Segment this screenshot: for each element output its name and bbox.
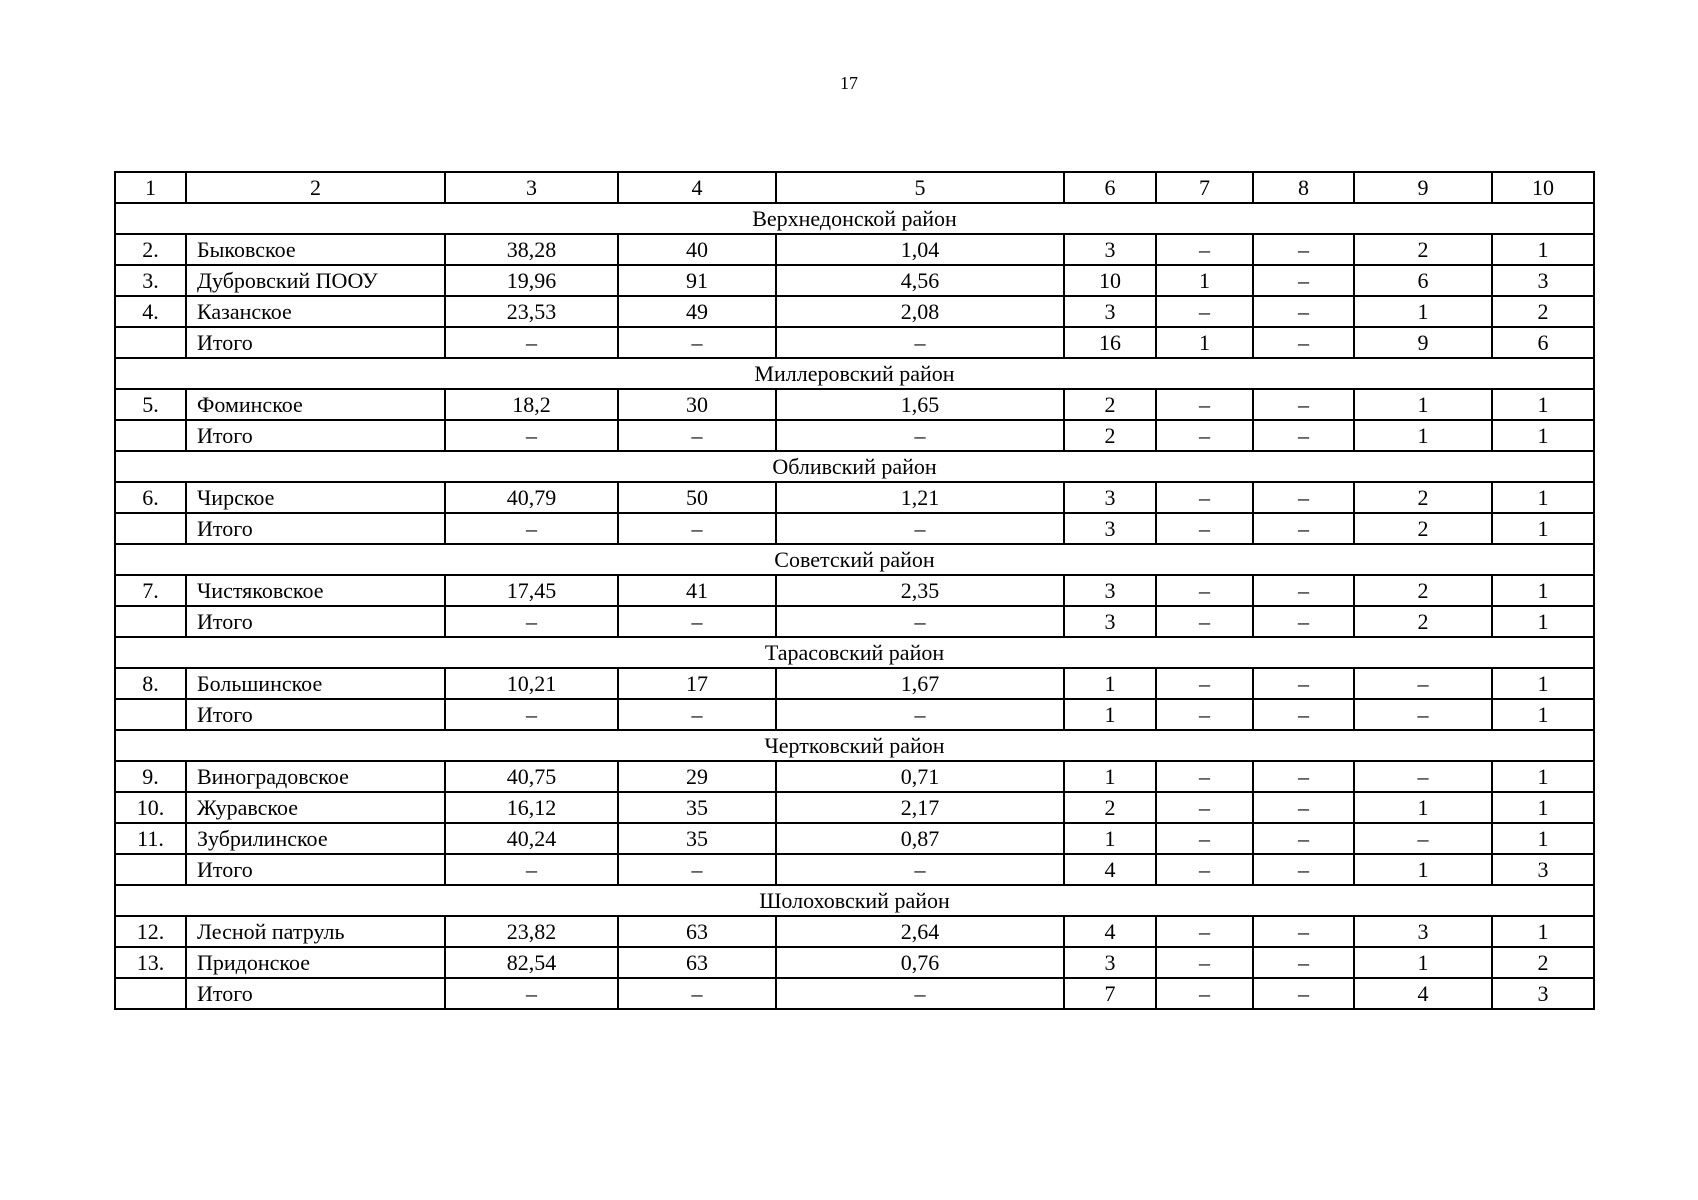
row-number-cell	[115, 854, 186, 885]
value-cell: –	[1253, 234, 1354, 265]
value-cell: 2	[1354, 575, 1492, 606]
value-cell: –	[618, 606, 776, 637]
value-cell: 9	[1354, 327, 1492, 358]
value-cell: 18,2	[445, 389, 618, 420]
header-cell: 10	[1492, 172, 1594, 203]
value-cell: 1	[1492, 234, 1594, 265]
value-cell: 50	[618, 482, 776, 513]
table-row	[115, 916, 1594, 947]
total-row	[115, 606, 1594, 637]
value-cell: 38,28	[445, 234, 618, 265]
value-cell: 3	[1064, 234, 1156, 265]
row-number-cell: 3.	[115, 265, 186, 296]
value-cell: 1	[1354, 854, 1492, 885]
value-cell: 3	[1064, 947, 1156, 978]
header-cell: 3	[445, 172, 618, 203]
header-cell: 9	[1354, 172, 1492, 203]
value-cell: 1	[1354, 389, 1492, 420]
value-cell: –	[1253, 761, 1354, 792]
table-row	[115, 575, 1594, 606]
value-cell: 1	[1064, 699, 1156, 730]
value-cell: –	[1253, 854, 1354, 885]
value-cell: –	[1253, 296, 1354, 327]
name-cell: Чирское	[186, 482, 445, 513]
value-cell: 2	[1354, 234, 1492, 265]
value-cell: –	[1253, 575, 1354, 606]
value-cell: –	[1253, 513, 1354, 544]
value-cell: 0,76	[776, 947, 1064, 978]
value-cell: –	[1253, 327, 1354, 358]
district-title: Тарасовский район	[115, 637, 1594, 668]
name-cell: Придонское	[186, 947, 445, 978]
value-cell: 91	[618, 265, 776, 296]
value-cell: –	[1253, 792, 1354, 823]
value-cell: –	[1253, 699, 1354, 730]
value-cell: 1	[1492, 389, 1594, 420]
value-cell: 0,71	[776, 761, 1064, 792]
value-cell: 1,67	[776, 668, 1064, 699]
value-cell: –	[1156, 823, 1253, 854]
value-cell: 29	[618, 761, 776, 792]
value-cell: –	[776, 978, 1064, 1009]
header-cell: 8	[1253, 172, 1354, 203]
value-cell: –	[1354, 761, 1492, 792]
value-cell: 63	[618, 947, 776, 978]
value-cell: 3	[1064, 296, 1156, 327]
value-cell: –	[618, 327, 776, 358]
value-cell: 19,96	[445, 265, 618, 296]
table-row	[115, 761, 1594, 792]
value-cell: 1	[1156, 265, 1253, 296]
value-cell: 1	[1492, 916, 1594, 947]
value-cell: –	[1156, 389, 1253, 420]
value-cell: 6	[1492, 327, 1594, 358]
district-title: Верхнедонской район	[115, 203, 1594, 234]
value-cell: 4	[1064, 916, 1156, 947]
value-cell: –	[445, 978, 618, 1009]
header-cell: 2	[186, 172, 445, 203]
header-cell: 7	[1156, 172, 1253, 203]
value-cell: –	[618, 420, 776, 451]
row-number-cell	[115, 327, 186, 358]
name-cell: Быковское	[186, 234, 445, 265]
district-title: Чертковский район	[115, 730, 1594, 761]
value-cell: –	[618, 854, 776, 885]
value-cell: –	[445, 420, 618, 451]
value-cell: –	[1156, 668, 1253, 699]
value-cell: 23,53	[445, 296, 618, 327]
table-row	[115, 947, 1594, 978]
value-cell: –	[1253, 823, 1354, 854]
total-row	[115, 699, 1594, 730]
name-cell: Итого	[186, 699, 445, 730]
value-cell: 10,21	[445, 668, 618, 699]
value-cell: 23,82	[445, 916, 618, 947]
value-cell: 1	[1492, 668, 1594, 699]
value-cell: 3	[1064, 513, 1156, 544]
value-cell: 1,65	[776, 389, 1064, 420]
value-cell: 1	[1354, 420, 1492, 451]
row-number-cell	[115, 699, 186, 730]
value-cell: –	[1156, 575, 1253, 606]
district-row	[115, 544, 1594, 575]
value-cell: 3	[1064, 482, 1156, 513]
value-cell: 40,24	[445, 823, 618, 854]
value-cell: –	[1253, 389, 1354, 420]
district-row	[115, 203, 1594, 234]
value-cell: 16	[1064, 327, 1156, 358]
value-cell: 40,79	[445, 482, 618, 513]
district-row	[115, 885, 1594, 916]
district-row	[115, 451, 1594, 482]
name-cell: Казанское	[186, 296, 445, 327]
value-cell: –	[1156, 699, 1253, 730]
row-number-cell	[115, 978, 186, 1009]
row-number-cell: 12.	[115, 916, 186, 947]
value-cell: –	[1354, 699, 1492, 730]
value-cell: 4	[1354, 978, 1492, 1009]
row-number-cell: 7.	[115, 575, 186, 606]
value-cell: –	[445, 854, 618, 885]
value-cell: –	[1156, 761, 1253, 792]
value-cell: –	[1253, 265, 1354, 296]
value-cell: 1	[1156, 327, 1253, 358]
value-cell: –	[445, 327, 618, 358]
total-row	[115, 420, 1594, 451]
value-cell: 40	[618, 234, 776, 265]
value-cell: –	[1253, 668, 1354, 699]
name-cell: Итого	[186, 606, 445, 637]
table-row	[115, 265, 1594, 296]
value-cell: 1	[1492, 823, 1594, 854]
table-row	[115, 482, 1594, 513]
value-cell: 3	[1354, 916, 1492, 947]
header-row	[115, 172, 1594, 203]
table-body	[115, 172, 1594, 1009]
value-cell: 1	[1492, 792, 1594, 823]
row-number-cell: 13.	[115, 947, 186, 978]
value-cell: 1,04	[776, 234, 1064, 265]
value-cell: –	[776, 699, 1064, 730]
value-cell: 3	[1492, 854, 1594, 885]
row-number-cell: 11.	[115, 823, 186, 854]
row-number-cell	[115, 513, 186, 544]
table-row	[115, 389, 1594, 420]
value-cell: 1	[1354, 792, 1492, 823]
name-cell: Фоминское	[186, 389, 445, 420]
value-cell: –	[1156, 978, 1253, 1009]
value-cell: 2,17	[776, 792, 1064, 823]
name-cell: Итого	[186, 327, 445, 358]
row-number-cell: 2.	[115, 234, 186, 265]
value-cell: 3	[1492, 978, 1594, 1009]
row-number-cell: 5.	[115, 389, 186, 420]
header-cell: 1	[115, 172, 186, 203]
value-cell: 0,87	[776, 823, 1064, 854]
value-cell: –	[1253, 947, 1354, 978]
table-row	[115, 296, 1594, 327]
name-cell: Итого	[186, 978, 445, 1009]
value-cell: 1	[1492, 513, 1594, 544]
value-cell: –	[1253, 420, 1354, 451]
value-cell: –	[445, 699, 618, 730]
value-cell: 82,54	[445, 947, 618, 978]
value-cell: –	[776, 513, 1064, 544]
value-cell: 1,21	[776, 482, 1064, 513]
value-cell: 2	[1354, 513, 1492, 544]
header-cell: 4	[618, 172, 776, 203]
row-number-cell	[115, 420, 186, 451]
value-cell: 17	[618, 668, 776, 699]
row-number-cell: 8.	[115, 668, 186, 699]
value-cell: 2	[1064, 792, 1156, 823]
value-cell: 2,08	[776, 296, 1064, 327]
value-cell: 2,64	[776, 916, 1064, 947]
value-cell: –	[445, 513, 618, 544]
value-cell: –	[1156, 482, 1253, 513]
total-row	[115, 854, 1594, 885]
value-cell: –	[1156, 854, 1253, 885]
value-cell: 10	[1064, 265, 1156, 296]
value-cell: –	[1156, 296, 1253, 327]
value-cell: 2	[1354, 606, 1492, 637]
value-cell: 2	[1064, 389, 1156, 420]
table-row	[115, 792, 1594, 823]
name-cell: Зубрилинское	[186, 823, 445, 854]
value-cell: 1	[1064, 761, 1156, 792]
name-cell: Лесной патруль	[186, 916, 445, 947]
value-cell: 1	[1492, 761, 1594, 792]
value-cell: –	[1253, 978, 1354, 1009]
name-cell: Итого	[186, 513, 445, 544]
value-cell: 4	[1064, 854, 1156, 885]
name-cell: Дубровский ПООУ	[186, 265, 445, 296]
value-cell: 63	[618, 916, 776, 947]
header-cell: 6	[1064, 172, 1156, 203]
value-cell: 1	[1354, 947, 1492, 978]
value-cell: –	[776, 420, 1064, 451]
value-cell: 16,12	[445, 792, 618, 823]
district-title: Шолоховский район	[115, 885, 1594, 916]
header-cell: 5	[776, 172, 1064, 203]
value-cell: –	[1253, 916, 1354, 947]
value-cell: 4,56	[776, 265, 1064, 296]
value-cell: 2	[1492, 947, 1594, 978]
table-row	[115, 234, 1594, 265]
value-cell: 35	[618, 792, 776, 823]
value-cell: –	[618, 699, 776, 730]
table-row	[115, 823, 1594, 854]
name-cell: Итого	[186, 420, 445, 451]
value-cell: –	[1354, 668, 1492, 699]
total-row	[115, 513, 1594, 544]
value-cell: –	[1253, 482, 1354, 513]
value-cell: 7	[1064, 978, 1156, 1009]
value-cell: 2	[1354, 482, 1492, 513]
value-cell: 30	[618, 389, 776, 420]
value-cell: –	[1354, 823, 1492, 854]
value-cell: –	[1156, 792, 1253, 823]
value-cell: –	[1156, 606, 1253, 637]
district-row	[115, 637, 1594, 668]
value-cell: 1	[1492, 420, 1594, 451]
value-cell: –	[618, 513, 776, 544]
value-cell: –	[1156, 947, 1253, 978]
value-cell: 3	[1064, 575, 1156, 606]
value-cell: 6	[1354, 265, 1492, 296]
name-cell: Виноградовское	[186, 761, 445, 792]
name-cell: Большинское	[186, 668, 445, 699]
value-cell: 2,35	[776, 575, 1064, 606]
row-number-cell	[115, 606, 186, 637]
page-number: 17	[840, 73, 858, 93]
value-cell: 1	[1354, 296, 1492, 327]
district-title: Обливский район	[115, 451, 1594, 482]
value-cell: –	[445, 606, 618, 637]
value-cell: –	[1156, 234, 1253, 265]
district-row	[115, 358, 1594, 389]
row-number-cell: 10.	[115, 792, 186, 823]
value-cell: 1	[1064, 823, 1156, 854]
value-cell: –	[776, 854, 1064, 885]
value-cell: 1	[1064, 668, 1156, 699]
value-cell: 49	[618, 296, 776, 327]
value-cell: –	[1156, 420, 1253, 451]
total-row	[115, 978, 1594, 1009]
value-cell: –	[1156, 916, 1253, 947]
value-cell: –	[776, 327, 1064, 358]
value-cell: 40,75	[445, 761, 618, 792]
name-cell: Журавское	[186, 792, 445, 823]
district-title: Советский район	[115, 544, 1594, 575]
value-cell: –	[618, 978, 776, 1009]
row-number-cell: 6.	[115, 482, 186, 513]
value-cell: 17,45	[445, 575, 618, 606]
row-number-cell: 4.	[115, 296, 186, 327]
row-number-cell: 9.	[115, 761, 186, 792]
value-cell: 41	[618, 575, 776, 606]
district-title: Миллеровский район	[115, 358, 1594, 389]
value-cell: 1	[1492, 482, 1594, 513]
name-cell: Чистяковское	[186, 575, 445, 606]
value-cell: –	[1253, 606, 1354, 637]
value-cell: –	[1156, 513, 1253, 544]
table-row	[115, 668, 1594, 699]
value-cell: 3	[1492, 265, 1594, 296]
value-cell: 1	[1492, 699, 1594, 730]
name-cell: Итого	[186, 854, 445, 885]
value-cell: 3	[1064, 606, 1156, 637]
value-cell: –	[776, 606, 1064, 637]
value-cell: 1	[1492, 575, 1594, 606]
value-cell: 35	[618, 823, 776, 854]
value-cell: 2	[1492, 296, 1594, 327]
value-cell: 1	[1492, 606, 1594, 637]
value-cell: 2	[1064, 420, 1156, 451]
total-row	[115, 327, 1594, 358]
district-row	[115, 730, 1594, 761]
data-table	[114, 171, 1595, 1010]
